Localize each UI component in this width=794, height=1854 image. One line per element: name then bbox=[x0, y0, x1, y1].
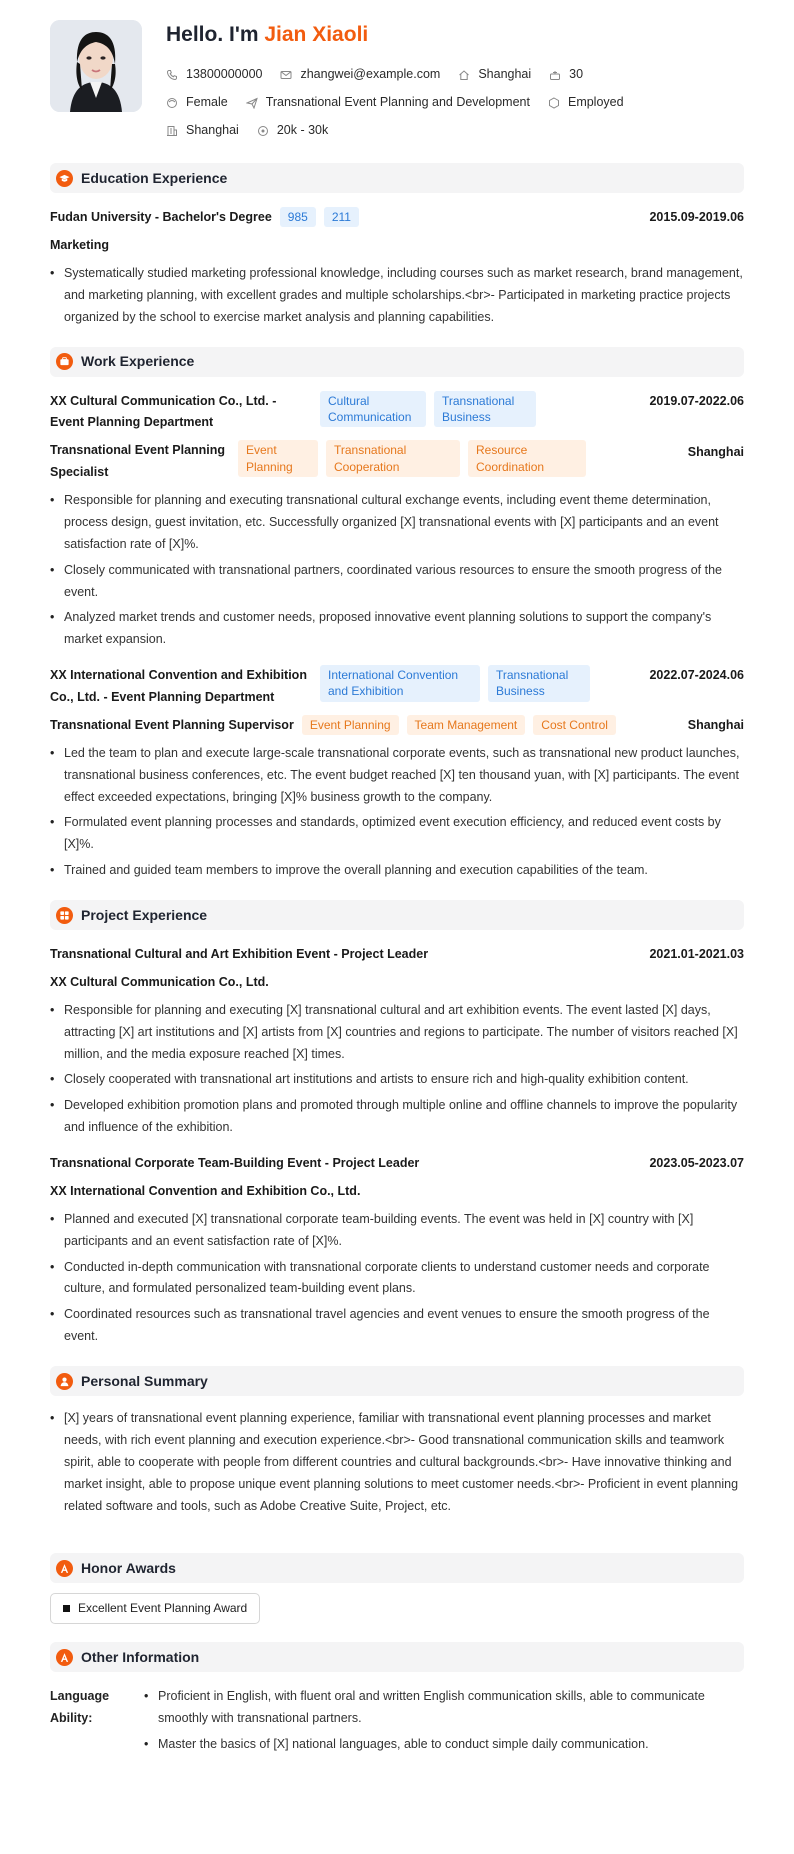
summary-bullets bbox=[50, 1408, 744, 1517]
role-tag: Resource Coordination bbox=[468, 440, 586, 476]
work-role-left bbox=[50, 440, 586, 484]
status-value: Employed bbox=[567, 95, 624, 110]
status-item bbox=[548, 92, 624, 114]
awards-section bbox=[50, 1553, 744, 1624]
company-tag: Transnational Business bbox=[488, 665, 590, 701]
work-left bbox=[50, 665, 590, 709]
summary-section-title bbox=[50, 1366, 744, 1396]
company-tag: Cultural Communication bbox=[320, 391, 426, 427]
project-org: XX International Convention and Exhibition Co., Ltd. bbox=[50, 1183, 361, 1198]
project-section-title bbox=[50, 900, 744, 930]
contact-row bbox=[166, 61, 642, 89]
salary-value: 20k - 30k bbox=[276, 123, 329, 138]
work-entry bbox=[50, 391, 744, 652]
bullet-item: • Developed exhibition promotion plans and promoted through multiple online and offline channels to improve the popularity and influence of the exhibition. bbox=[50, 1095, 744, 1139]
bullet-item: • Trained and guided team members to improve the overall planning and execution capabilities of the team. bbox=[50, 860, 744, 882]
target-city-item bbox=[166, 120, 239, 142]
company-tag: Transnational Business bbox=[434, 391, 536, 427]
summary-heading: Personal Summary bbox=[81, 1372, 208, 1389]
award-name: Excellent Event Planning Award bbox=[78, 1601, 248, 1616]
gender-value: Female bbox=[186, 95, 228, 110]
job-role: Transnational Event Planning Specialist bbox=[50, 443, 226, 480]
age-icon bbox=[549, 69, 561, 81]
language-row bbox=[50, 1686, 744, 1760]
work-entry bbox=[50, 665, 744, 882]
info-icon bbox=[56, 1649, 73, 1666]
greeting-title bbox=[166, 22, 642, 47]
project-date: 2021.01-2021.03 bbox=[649, 947, 744, 962]
awards-section-title bbox=[50, 1553, 744, 1583]
project-header-row bbox=[50, 1153, 744, 1175]
avatar bbox=[50, 20, 142, 112]
education-heading: Education Experience bbox=[81, 169, 228, 186]
bullet-item: • Systematically studied marketing professional knowledge, including courses such as market research, brand management, and marketing planning, with excellent grades and multiple scholarships.<br>- Participated in marketing practice projects organized by the school to exercise market analysis and planning capabilities. bbox=[50, 263, 744, 329]
job-role: Transnational Event Planning Supervisor bbox=[50, 717, 294, 732]
education-header-row bbox=[50, 207, 744, 229]
role-tag: Transnational Cooperation bbox=[326, 440, 460, 476]
bullet-item: • Conducted in-depth communication with transnational corporate clients to understand customer needs and corporate culture, and formulated personalized team-building event plans. bbox=[50, 1257, 744, 1301]
summary-section bbox=[50, 1366, 744, 1517]
role-tag: Event Planning bbox=[302, 715, 399, 735]
target-role-value: Transnational Event Planning and Development bbox=[265, 95, 530, 110]
phone-item bbox=[166, 64, 262, 86]
school-name: Fudan University - Bachelor's Degree bbox=[50, 210, 272, 225]
project-section bbox=[50, 900, 744, 1348]
language-bullets bbox=[144, 1686, 744, 1760]
greeting-text: Hello. I'm bbox=[166, 23, 259, 46]
email-value: zhangwei@example.com bbox=[300, 67, 441, 82]
gender-item bbox=[166, 92, 228, 114]
project-bullets bbox=[50, 1000, 744, 1139]
status-icon bbox=[548, 97, 560, 109]
project-date: 2023.05-2023.07 bbox=[649, 1156, 744, 1171]
education-section bbox=[50, 163, 744, 328]
other-section-title bbox=[50, 1642, 744, 1672]
gender-icon bbox=[166, 97, 178, 109]
education-date: 2015.09-2019.06 bbox=[649, 210, 744, 225]
age-item bbox=[549, 64, 583, 86]
work-location: Shanghai bbox=[687, 717, 744, 732]
target-city-value: Shanghai bbox=[186, 123, 239, 138]
bullet-item: • Formulated event planning processes and standards, optimized event execution efficiency, and reduced event costs by [X]%. bbox=[50, 812, 744, 856]
project-bullets bbox=[50, 1209, 744, 1348]
building-icon bbox=[166, 125, 178, 137]
bullet-item: • Analyzed market trends and customer needs, proposed innovative event planning solutions to support the company's market expansion. bbox=[50, 607, 744, 651]
award-icon bbox=[56, 1560, 73, 1577]
bullet-item: • Planned and executed [X] transnational corporate team-building events. The event was held in [X] country with [X] participants and an event satisfaction rate of [X]%. bbox=[50, 1209, 744, 1253]
bullet-item: • Responsible for planning and executing transnational cultural exchange events, including event theme determination, process design, guest invitation, etc. Successfully organized [X] transnational events with [X] participants and an event satisfaction rate of [X]%. bbox=[50, 490, 744, 556]
education-entry bbox=[50, 207, 744, 328]
work-header-row bbox=[50, 665, 744, 709]
bullet-item: • Closely cooperated with transnational art institutions and artists to ensure rich and high-quality exhibition content. bbox=[50, 1069, 744, 1091]
header-info bbox=[166, 20, 642, 145]
school-tag: 211 bbox=[324, 207, 359, 227]
project-icon bbox=[56, 907, 73, 924]
bullet-item: • Coordinated resources such as transnational travel agencies and event venues to ensure the smooth progress of the event. bbox=[50, 1304, 744, 1348]
user-icon bbox=[56, 1373, 73, 1390]
work-role-row bbox=[50, 715, 744, 737]
awards-heading: Honor Awards bbox=[81, 1560, 176, 1577]
education-bullets bbox=[50, 263, 744, 329]
other-heading: Other Information bbox=[81, 1649, 200, 1666]
salary-icon bbox=[257, 125, 269, 137]
salary-item bbox=[257, 120, 328, 142]
bullet-item: • Closely communicated with transnational partners, coordinated various resources to ensure the smooth progress of the event. bbox=[50, 560, 744, 604]
work-section bbox=[50, 347, 744, 883]
other-section bbox=[50, 1642, 744, 1760]
city-item bbox=[458, 64, 531, 86]
education-section-title bbox=[50, 163, 744, 193]
work-date: 2019.07-2022.06 bbox=[649, 393, 744, 408]
project-org: XX Cultural Communication Co., Ltd. bbox=[50, 974, 269, 989]
phone-icon bbox=[166, 69, 178, 81]
role-tag: Team Management bbox=[407, 715, 526, 735]
city-value: Shanghai bbox=[478, 67, 532, 82]
candidate-name: Jian Xiaoli bbox=[264, 23, 369, 46]
work-bullets bbox=[50, 743, 744, 882]
bullet-item: • Proficient in English, with fluent oral and written English communication skills, able to communicate smoothly with transnational partners. bbox=[144, 1686, 744, 1730]
bullet-item: • Led the team to plan and execute large-scale transnational corporate events, such as transnational new product launches, transnational business conferences, etc. The event budget reached [X] ten thousand yuan, with [X] participants. The event effect exceeded expectations, bringing [X]% business growth to the company. bbox=[50, 743, 744, 809]
email-item bbox=[280, 64, 440, 86]
bullet-item: • [X] years of transnational event planning experience, familiar with transnational event planning processes and market needs, with rich event planning and execution experience.<br>- Good transnational communication skills and teamwork spirit, able to cooperate with people from different countries and cultural backgrounds.<br>- Have innovative thinking and market insight, able to propose unique event planning solutions to meet customer needs.<br>- Proficient in event planning related software and tools, such as Adobe Creative Suite, Project, etc. bbox=[50, 1408, 744, 1517]
mail-icon bbox=[280, 69, 292, 81]
project-heading: Project Experience bbox=[81, 906, 208, 923]
work-heading: Work Experience bbox=[81, 353, 195, 370]
bullet-item: • Master the basics of [X] national languages, able to conduct simple daily communication. bbox=[144, 1734, 744, 1756]
work-left bbox=[50, 391, 536, 435]
company-name: XX International Convention and Exhibition Co., Ltd. - Event Planning Department bbox=[50, 668, 307, 705]
target-role-item bbox=[246, 92, 530, 114]
graduation-cap-icon bbox=[56, 170, 73, 187]
work-bullets bbox=[50, 490, 744, 651]
work-role-row bbox=[50, 440, 744, 484]
role-tag: Event Planning bbox=[238, 440, 318, 476]
education-major: Marketing bbox=[50, 238, 110, 253]
expectation-row bbox=[166, 117, 642, 145]
briefcase-icon bbox=[56, 353, 73, 370]
age-value: 30 bbox=[569, 67, 584, 82]
project-entry bbox=[50, 944, 744, 1139]
work-location: Shanghai bbox=[687, 445, 744, 460]
home-icon bbox=[458, 69, 470, 81]
work-role-left bbox=[50, 715, 616, 737]
company-tag: International Convention and Exhibition bbox=[320, 665, 480, 701]
square-bullet-icon bbox=[63, 1605, 70, 1612]
award-badge bbox=[50, 1593, 260, 1624]
work-date: 2022.07-2024.06 bbox=[649, 668, 744, 683]
send-icon bbox=[246, 97, 258, 109]
profile-row bbox=[166, 89, 642, 117]
resume-header bbox=[50, 20, 744, 145]
project-header-row bbox=[50, 944, 744, 966]
project-entry bbox=[50, 1153, 744, 1348]
project-name: Transnational Corporate Team-Building Event - Project Leader bbox=[50, 1156, 420, 1171]
bullet-item: • Responsible for planning and executing [X] transnational cultural and art exhibition events. The event lasted [X] days, attracting [X] art institutions and [X] artists from [X] countries and regions to participate. The number of visitors reached [X] million, and the media exposure reached [X] times. bbox=[50, 1000, 744, 1066]
work-header-row bbox=[50, 391, 744, 435]
company-name: XX Cultural Communication Co., Ltd. - Event Planning Department bbox=[50, 393, 277, 430]
school-tag: 985 bbox=[280, 207, 316, 227]
education-left bbox=[50, 207, 359, 229]
phone-value: 13800000000 bbox=[186, 67, 263, 82]
language-label: Language Ability: bbox=[50, 1689, 110, 1726]
project-name: Transnational Cultural and Art Exhibition Event - Project Leader bbox=[50, 947, 429, 962]
work-section-title bbox=[50, 347, 744, 377]
role-tag: Cost Control bbox=[533, 715, 616, 735]
